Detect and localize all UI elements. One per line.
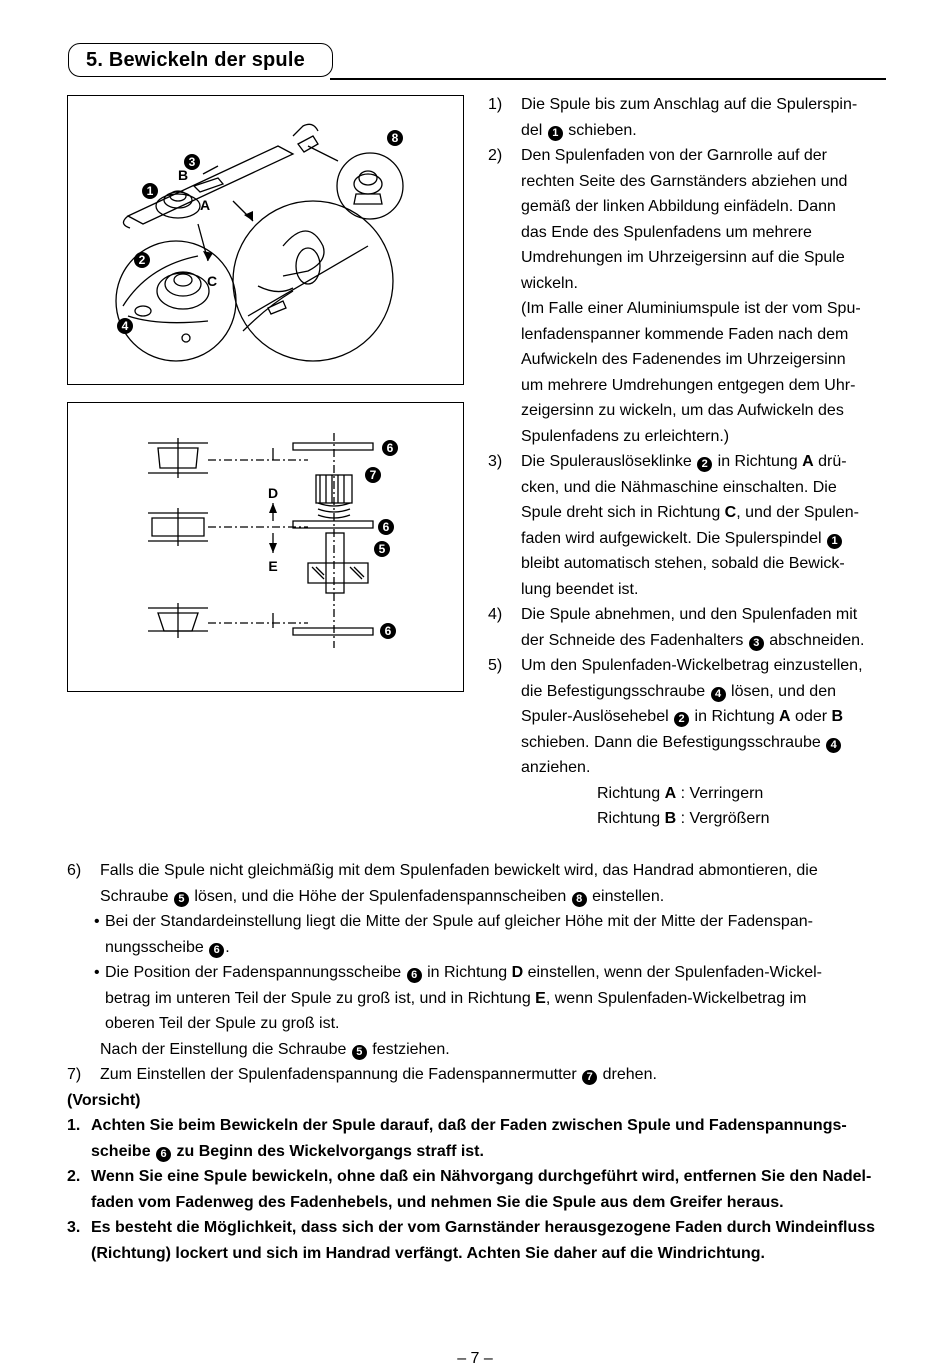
step-3	[488, 449, 888, 602]
text: lösen, und die Höhe der Spulenfadenspannscheiben	[189, 887, 571, 905]
step-5	[488, 653, 888, 832]
text: schieben.	[563, 121, 637, 139]
text: : Verringern	[676, 784, 764, 802]
direction: D	[511, 964, 524, 981]
text: Nach der Einstellung die Schraube	[100, 1040, 351, 1058]
line	[521, 628, 888, 654]
line	[521, 679, 888, 705]
line: Achten Sie beim Bewickeln der Spule darauf, daß der Faden zwischen Spule und Fadenspannungs-	[91, 1117, 847, 1134]
fig2-label-D: D	[267, 485, 279, 501]
step-1-line-2	[521, 118, 888, 144]
section-title: 5. Bewickeln der spule	[86, 49, 305, 71]
line	[105, 960, 889, 986]
line: Die Spule abnehmen, und den Spulenfaden mit	[521, 606, 858, 623]
direction-b-line	[521, 806, 888, 832]
step-6-bullet-1	[67, 909, 889, 960]
text: zu Beginn des Wickelvorgangs straff ist.	[172, 1142, 484, 1160]
line: wickeln.	[521, 274, 578, 292]
text: einstellen, wenn der Spulenfaden-Wickel-	[523, 964, 822, 981]
line	[521, 449, 888, 475]
fig1-label-A: A	[200, 197, 211, 213]
heading-rule	[330, 78, 886, 80]
bobbin-adjustment-figure	[67, 402, 464, 692]
line: cken, und die Nähmaschine einschalten. Die	[521, 478, 837, 496]
line: Es besteht die Möglichkeit, dass sich der vom Garnständer herausgezogene Faden durch Windeinfluss	[91, 1219, 876, 1236]
line: zeigersinn zu wickeln, um das Aufwickeln des	[521, 402, 844, 419]
text: , wenn Spulenfaden-Wickelbetrag im	[545, 989, 807, 1007]
text: Die Spulerauslöseklinke	[521, 453, 697, 470]
ref-circle: 5	[352, 1045, 367, 1060]
direction-a-line	[521, 781, 888, 807]
text: in Richtung	[422, 964, 512, 981]
fig1-label-1: 1	[146, 184, 154, 198]
text: in Richtung	[690, 708, 780, 725]
text: Spule dreht sich in Richtung	[521, 504, 725, 521]
ref-circle: 6	[407, 968, 422, 983]
line: bleibt automatisch stehen, sobald die Bewick-	[521, 555, 845, 572]
line	[105, 986, 889, 1012]
text: die Befestigungsschraube	[521, 682, 710, 700]
steps-column	[488, 92, 888, 832]
text: betrag im unteren Teil der Spule zu groß ist, und in Richtung	[105, 989, 536, 1007]
fig2-label-6-middle: 6	[382, 520, 390, 534]
fig2-label-7: 7	[369, 468, 377, 482]
direction: A	[802, 453, 814, 470]
line: gemäß der linken Abbildung einfädeln. Dann	[521, 198, 836, 215]
step-2-number: 2)	[488, 147, 503, 164]
fig1-label-C: C	[207, 273, 218, 289]
direction: B	[664, 810, 677, 827]
line: (Richtung) lockert und sich im Handrad verfängt. Achten Sie daher auf die Windrichtung.	[91, 1244, 765, 1262]
direction: A	[664, 784, 677, 802]
line: faden vom Fadenweg des Fadenhebels, und nehmen Sie die Spule aus dem Greifer heraus.	[91, 1193, 784, 1211]
fig2-label-E: E	[268, 558, 278, 574]
line	[100, 1062, 889, 1088]
line	[91, 1139, 889, 1165]
direction: E	[535, 989, 546, 1007]
step-6-bullet-2	[67, 960, 889, 1037]
line: oberen Teil der Spule zu groß ist.	[105, 1015, 340, 1032]
ref-circle: 2	[697, 457, 712, 472]
line: Falls die Spule nicht gleichmäßig mit dem Spulenfaden bewickelt wird, das Handrad abmontieren, die	[100, 862, 818, 879]
line: Um den Spulenfaden-Wickelbetrag einzustellen,	[521, 657, 863, 674]
fig1-label-3: 3	[188, 155, 196, 169]
step-1-line-1: Die Spule bis zum Anschlag auf die Spulerspin-	[521, 96, 858, 113]
line: das Ende des Spulenfadens um mehrere	[521, 223, 812, 241]
text: nungsscheibe	[105, 938, 209, 956]
caution-title: (Vorsicht)	[67, 1091, 141, 1109]
fig1-label-8: 8	[391, 131, 399, 145]
fig2-label-6-bottom: 6	[384, 624, 392, 638]
fig1-label-4: 4	[121, 319, 129, 333]
ref-circle: 7	[582, 1070, 597, 1085]
text: einstellen.	[587, 887, 665, 905]
line	[521, 730, 888, 756]
line: Bei der Standardeinstellung liegt die Mitte der Spule auf gleicher Höhe mit der Mitte der Fadenspan-	[105, 913, 813, 930]
line: lung beendet ist.	[521, 580, 639, 598]
line: Den Spulenfaden von der Garnrolle auf der	[521, 147, 827, 164]
direction: B	[831, 708, 844, 725]
bullet-dot: •	[94, 913, 100, 930]
text: drehen.	[598, 1066, 657, 1083]
line: Umdrehungen im Uhrzeigersinn auf die Spule	[521, 249, 845, 266]
line	[100, 884, 889, 910]
line: um mehrere Umdrehungen entgegen dem Uhr-	[521, 376, 856, 394]
step-6-number: 6)	[67, 862, 82, 879]
text: drü-	[813, 453, 847, 470]
step-3-number: 3)	[488, 453, 503, 470]
line	[105, 935, 889, 961]
text: scheibe	[91, 1142, 156, 1160]
text: .	[225, 938, 230, 956]
text: lösen, und den	[726, 682, 836, 700]
step-4	[488, 602, 888, 653]
fig1-label-B: B	[178, 167, 189, 183]
text: Richtung	[597, 810, 665, 827]
line: anziehen.	[521, 759, 591, 776]
caution-3	[67, 1215, 889, 1266]
ref-circle: 1	[548, 126, 563, 141]
ref-circle: 3	[749, 636, 764, 651]
bullet-dot: •	[94, 964, 100, 981]
fig1-label-2: 2	[138, 253, 146, 267]
line: lenfadenspanner kommende Faden nach dem	[521, 325, 849, 343]
text: : Vergrößern	[676, 810, 770, 827]
line	[521, 704, 888, 730]
caution-number: 2.	[67, 1168, 81, 1185]
text: in Richtung	[713, 453, 803, 470]
direction: A	[779, 708, 791, 725]
step-4-number: 4)	[488, 606, 503, 623]
text: Richtung	[597, 784, 665, 802]
line	[521, 526, 888, 552]
direction: C	[724, 504, 737, 521]
ref-circle: 6	[209, 943, 224, 958]
line: Aufwickeln des Fadenendes im Uhrzeigersinn	[521, 351, 846, 368]
line: Spulenfadens zu erleichtern.)	[521, 427, 730, 445]
step-6-after	[67, 1037, 889, 1063]
step-7-number: 7)	[67, 1066, 82, 1083]
bobbin-winder-figure	[67, 95, 464, 385]
text: Spuler-Auslösehebel	[521, 708, 674, 725]
fig2-label-5: 5	[378, 542, 386, 556]
text: Zum Einstellen der Spulenfadenspannung die Fadenspannermutter	[100, 1066, 582, 1083]
text: , und der Spulen-	[736, 504, 859, 521]
text: Die Position der Fadenspannungsscheibe	[105, 964, 406, 981]
line: (Im Falle einer Aluminiumspule ist der vom Spu-	[521, 300, 861, 317]
line	[521, 500, 888, 526]
text: faden wird aufgewickelt. Die Spulerspindel	[521, 529, 827, 547]
text: Schraube	[100, 887, 173, 905]
fig2-label-6-top: 6	[386, 441, 394, 455]
ref-circle: 2	[674, 712, 689, 727]
ref-circle: 1	[827, 534, 842, 549]
step-7	[67, 1062, 889, 1088]
caution-number: 1.	[67, 1117, 81, 1134]
ref-circle: 4	[826, 738, 841, 753]
step-5-number: 5)	[488, 657, 503, 674]
text: festziehen.	[367, 1040, 450, 1058]
text: der Schneide des Fadenhalters	[521, 631, 748, 649]
step-6	[67, 858, 889, 909]
step-1	[488, 92, 888, 143]
caution-number: 3.	[67, 1219, 81, 1236]
caution-1	[67, 1113, 889, 1164]
ref-circle: 4	[711, 687, 726, 702]
text: del	[521, 121, 547, 139]
step-2	[488, 143, 888, 449]
ref-circle: 8	[572, 892, 587, 907]
text: oder	[790, 708, 832, 725]
ref-circle: 6	[156, 1147, 171, 1162]
bobbin-winder-illustration	[68, 96, 465, 386]
text: abschneiden.	[764, 631, 865, 649]
ref-circle: 5	[174, 892, 189, 907]
page-number: – 7 –	[457, 1350, 493, 1367]
caution-2	[67, 1164, 889, 1215]
lower-section	[67, 858, 889, 1266]
line: Wenn Sie eine Spule bewickeln, ohne daß ein Nähvorgang durchgeführt wird, entfernen Sie den Nadel-	[91, 1168, 872, 1185]
bobbin-adjustment-illustration	[68, 403, 465, 693]
step-1-number: 1)	[488, 96, 503, 113]
line: rechten Seite des Garnständers abziehen und	[521, 172, 848, 190]
text: schieben. Dann die Befestigungsschraube	[521, 733, 826, 751]
